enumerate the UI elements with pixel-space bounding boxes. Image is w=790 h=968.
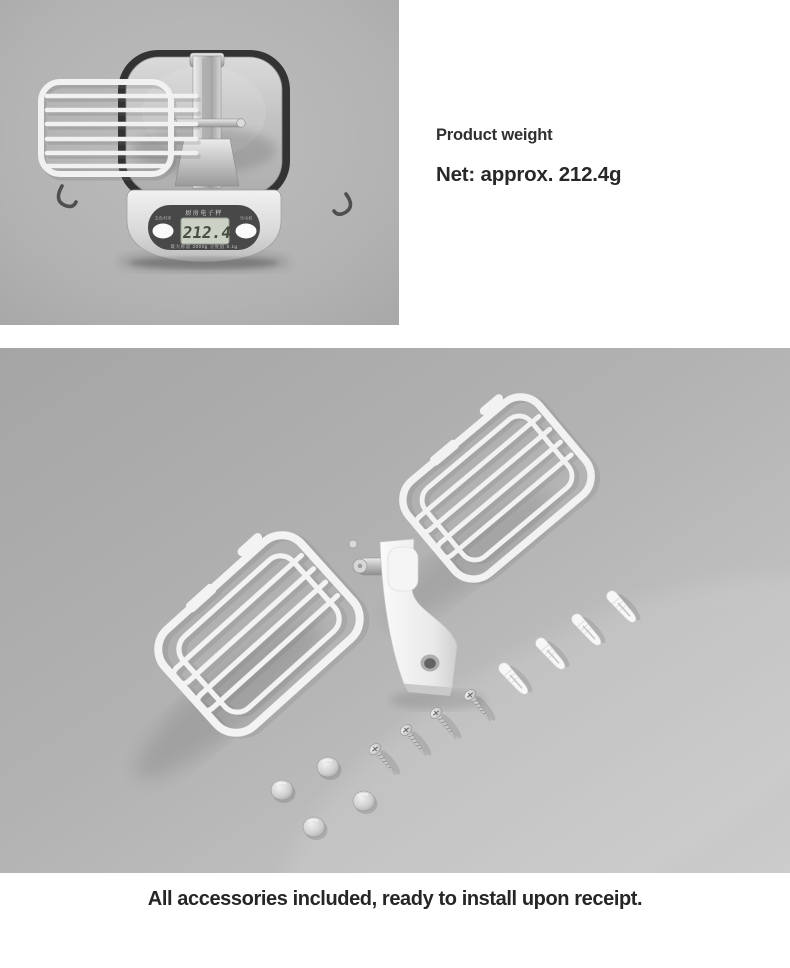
pivot-screw-center [358,564,362,568]
caption-bar [0,873,790,968]
caption-text: All accessories included, ready to install upon receipt. [147,888,643,910]
scale-photo [0,0,399,325]
bracket-clamp [388,547,418,591]
accessories-photo [0,348,790,873]
weight-info [436,126,621,187]
scale-photo-canvas [0,0,399,325]
weight-label: Product weight [436,126,553,144]
chrome-base-plate [175,139,239,186]
scale-title: 厨房电子秤 [185,211,223,217]
scale-spec-line: 最大称量 3000g 分度值 0.1g [170,244,238,249]
scale-button-left-label: 去皮/归零 [154,216,172,221]
scale-display: 212.4 [181,223,233,242]
scale-button-right[interactable] [236,224,257,239]
hinge-knob [349,540,357,548]
accessories-photo-canvas [0,348,790,873]
rod-end-right [237,119,245,127]
weight-value: Net: approx. 212.4g [436,163,622,186]
scale-button-left[interactable] [153,224,174,239]
scale-body-shadow [130,257,278,269]
scale-button-right-label: 开/关机 [239,216,253,221]
bracket-screw-hole [424,658,436,668]
